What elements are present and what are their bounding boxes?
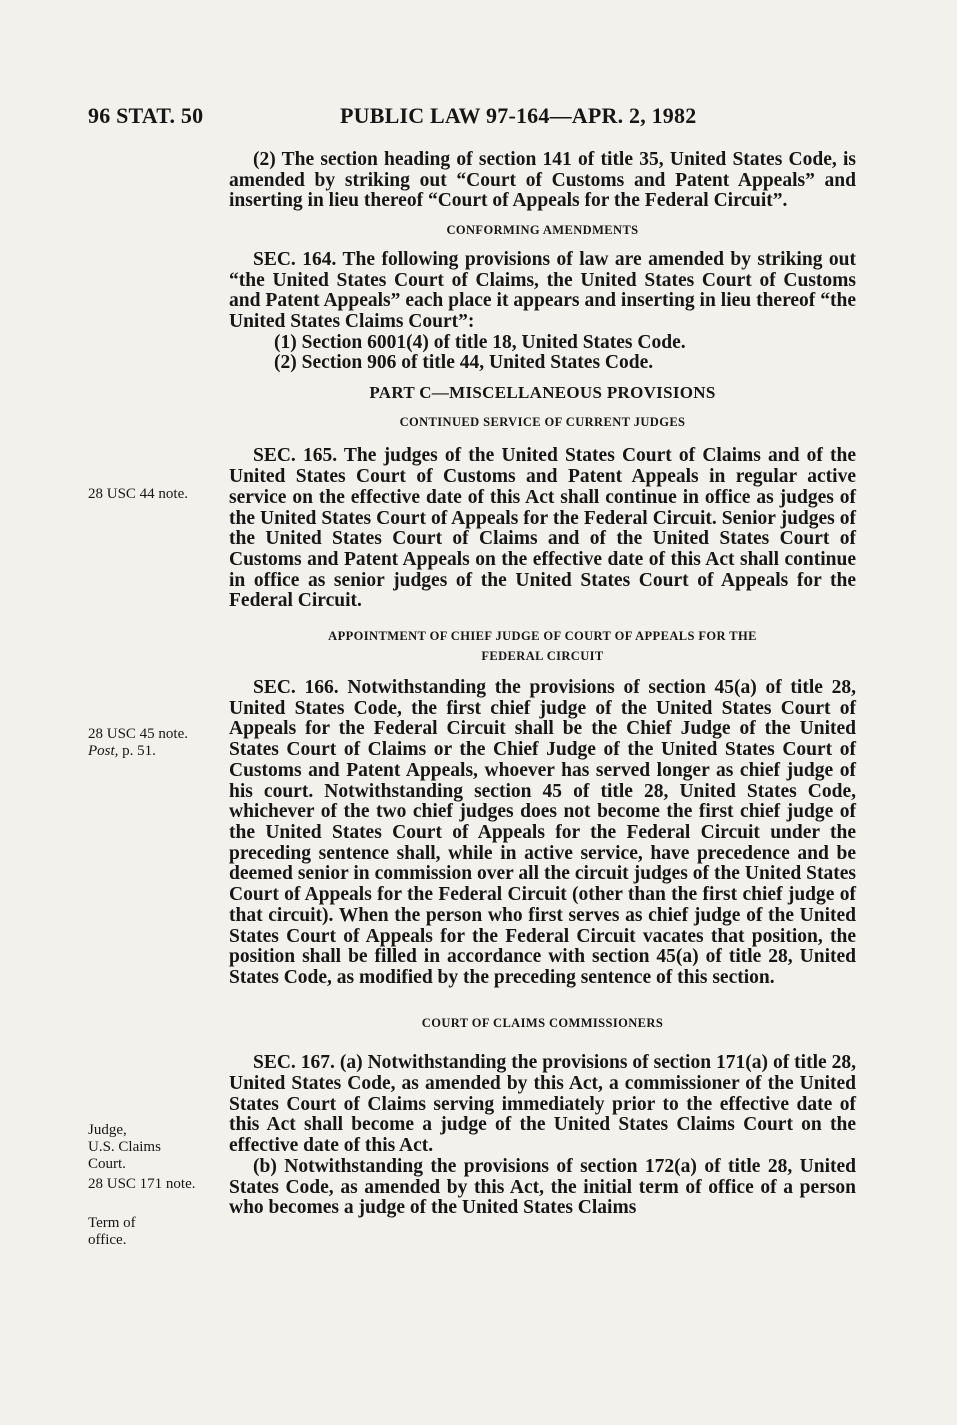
- margin-note-sec167-term: [88, 1215, 136, 1249]
- margin-note-post-page: p. 51.: [122, 743, 156, 759]
- margin-note-sec167-usc: 28 USC 171 note.: [88, 1176, 196, 1192]
- margin-note-sec165: 28 USC 44 note.: [88, 486, 189, 502]
- paragraph-sec167-a: SEC. 167. (a) Notwithstanding the provisions of section 171(a) of title 28, United States Code, as amended by this Act, a commissioner of the United States Court of Claims serving immediately prior to the effective date of this Act shall become a judge of the United States Claims Court on the effective date of this Act.: [229, 1052, 856, 1157]
- margin-note-line: Term of: [88, 1215, 136, 1231]
- margin-note-line: Judge,: [88, 1122, 127, 1138]
- heading-continued-service: CONTINUED SERVICE OF CURRENT JUDGES: [399, 414, 686, 429]
- paragraph-sec164-1: (1) Section 6001(4) of title 18, United States Code.: [274, 331, 686, 353]
- margin-note-post-label: Post,: [88, 743, 119, 759]
- heading-conforming-amendments: CONFORMING AMENDMENTS: [446, 223, 639, 238]
- margin-note-sec167-judge: [88, 1122, 161, 1173]
- margin-note-line: Court.: [88, 1156, 126, 1172]
- stat-page-reference: 96 STAT. 50: [88, 103, 204, 128]
- part-title: PART C—MISCELLANEOUS PROVISIONS: [369, 383, 716, 403]
- margin-note-line: U.S. Claims: [88, 1139, 161, 1155]
- heading-commissioners: COURT OF CLAIMS COMMISSIONERS: [421, 1015, 664, 1030]
- margin-note-post-ref: [88, 743, 188, 760]
- paragraph-sec164: SEC. 164. The following provisions of law are amended by striking out “the United States Court of Claims, the United States Court of Customs and Patent Appeals” each place it appears and inserting in lieu thereof “the United States Claims Court”:: [229, 248, 856, 332]
- paragraph-sec167-b: (b) Notwithstanding the provisions of section 172(a) of title 28, United States Code, as amended by this Act, the initial term of office of a person who becomes a judge of the United States Claims: [229, 1155, 856, 1219]
- heading-line: APPOINTMENT OF CHIEF JUDGE OF COURT OF APPEALS FOR THE: [328, 629, 757, 644]
- heading-line: FEDERAL CIRCUIT: [481, 649, 604, 664]
- heading-appointment-chief-judge: [229, 626, 856, 666]
- margin-note-line: office.: [88, 1232, 127, 1248]
- paragraph-sec163-2: (2) The section heading of section 141 of title 35, United States Code, is amended by striking out “Court of Customs and Patent Appeals” and inserting in lieu thereof “Court of Appeals for the Federal Circuit”.: [229, 149, 856, 212]
- running-head: PUBLIC LAW 97-164—APR. 2, 1982: [340, 103, 697, 128]
- paragraph-sec164-2: (2) Section 906 of title 44, United States Code.: [274, 352, 654, 374]
- paragraph-sec166: SEC. 166. Notwithstanding the provisions of section 45(a) of title 28, United States Code, the first chief judge of the United States Court of Appeals for the Federal Circuit shall be the Chief Judge of the United States Court of Claims or the Chief Judge of the United States Court of Customs and Patent Appeals, whoever has served longer as chief judge of his court. Notwithstanding section 45 of title 28, United States Code, whichever of the two chief judges does not become the first chief judge of the United States Court of Appeals for the Federal Circuit under the preceding sentence shall, while in active service, have precedence and be deemed senior in commission over all the circuit judges of the United States Court of Appeals for the Federal Circuit (other than the first chief judge of that circuit). When the person who first serves as chief judge of the United States Court of Appeals for the Federal Circuit vacates that position, the position shall be filled in accordance with section 45(a) of title 28, United States Code, as modified by the preceding sentence of this section.: [229, 677, 856, 988]
- paragraph-sec165: SEC. 165. The judges of the United States Court of Claims and of the United States Court of Customs and Patent Appeals in regular active service on the effective date of this Act shall continue in office as judges of the United States Court of Appeals for the Federal Circuit. Senior judges of the United States Court of Claims and of the United States Court of Customs and Patent Appeals on the effective date of this Act shall continue in office as senior judges of the United States Court of Appeals for the Federal Circuit.: [229, 445, 856, 612]
- statute-body: [229, 150, 856, 1219]
- margin-note-sec166: [88, 726, 188, 760]
- margin-note-usc: 28 USC 45 note.: [88, 726, 189, 742]
